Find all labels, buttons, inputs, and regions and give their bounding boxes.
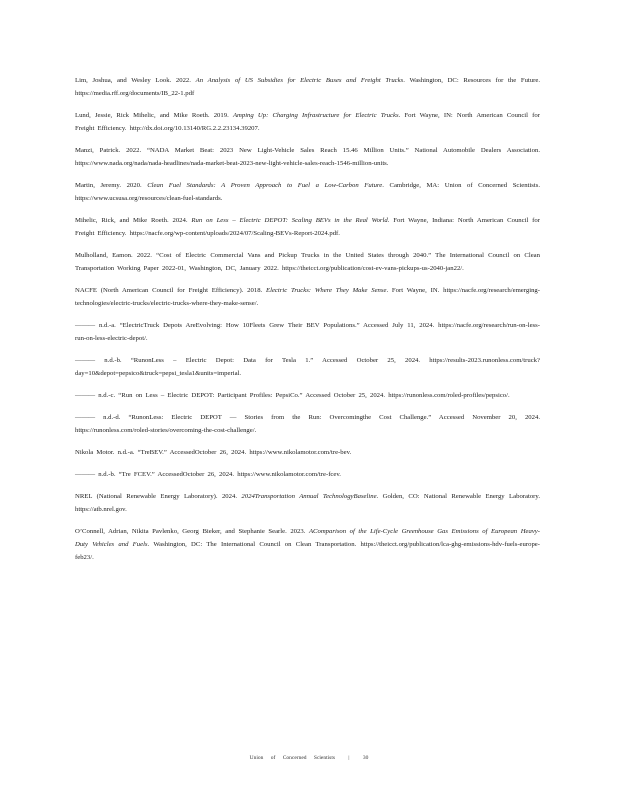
reference-entry: Lim, Joshua, and Wesley Look. 2022. An Analysis of US Subsidies for Electric Buses and Freight Trucks. Washington, DC: Resources for the Future. https://media.rff.org/documents/IB_22-1.pdf [75,77,540,97]
reference-entry: Lund, Jessie, Rick Mihelic, and Mike Roeth. 2019. Amping Up: Charging Infrastructure for Electric Trucks. Fort Wayne, IN: North American Council for Freight Efficiency. http://dx.doi.org/10.13140/RG.2.2.23134.39207. [75,112,540,132]
reference-list [75,74,540,573]
reference-entry: Nikola Motor. n.d.-a. “TreBEV.” AccessedOctober 26, 2024. https://www.nikolamotor.com/tre-bev. [75,449,352,456]
reference-entry: ——— n.d.-d. “RunonLess: Electric DEPOT — Stories from the Run: Overcomingthe Cost Challenge.” Accessed November 20, 2024. https://runonless.com/roled-stories/overcoming-the-cost-challenge/. [75,414,540,434]
reference-entry: ——— n.d.-c. “Run on Less – Electric DEPOT: Participant Profiles: PepsiCo.” Accessed October 25, 2024. https://runonless.com/roled-profiles/pepsico/. [75,392,510,399]
reference-entry: Manzi, Patrick. 2022. “NADA Market Beat: 2023 New Light-Vehicle Sales Reach 15.46 Million Units.” National Automobile Dealers Association. https://www.nada.org/nada/nada-headlines/nada-market-beat-2023-new-light-vehicle-sales-reach-1546-million-units. [75,147,540,167]
reference-entry: NREL (National Renewable Energy Laboratory). 2024. 2024Transportation Annual TechnologyBaseline. Golden, CO: National Renewable Energy Laboratory. https://atb.nrel.gov. [75,493,540,513]
reference-entry: ——— n.d.-b. “RunonLess – Electric Depot: Data for Tesla 1.” Accessed October 25, 2024. https://results-2023.runonless.com/truck?day=10&depot=pepsico&truck=pepsi_tesla1&units=imperial. [75,357,540,377]
reference-entry: Mulholland, Eamon. 2022. “Cost of Electric Commercial Vans and Pickup Trucks in the United States through 2040.” The International Council on Clean Transportation Working Paper 2022-01, Washington, DC, January 2022. https://theicct.org/publication/cost-ev-vans-pickups-us-2040-jan22/. [75,252,540,272]
reference-entry: Martin, Jeremy. 2020. Clean Fuel Standards: A Proven Approach to Fuel a Low-Carbon Future. Cambridge, MA: Union of Concerned Scientists. https://www.ucsusa.org/resources/clean-fuel-standards. [75,182,541,202]
reference-entry: Mihelic, Rick, and Mike Roeth. 2024. Run on Less – Electric DEPOT: Scaling BEVs in the Real World. Fort Wayne, Indiana: North American Council for Freight Efficiency. https://nacfe.org/wp-content/uploads/2024/07/Scaling-BEVs-Report-2024.pdf. [75,217,540,237]
footer-organization: Union of Concerned Scientists [249,755,335,761]
reference-entry: O’Connell, Adrian, Nikita Pavlenko, Georg Bieker, and Stephanie Searle. 2023. AComparison of the Life-Cycle Greenhouse Gas Emissions of European Heavy-Duty Vehicles and Fuels. Washington, DC: The International Council on Clean Transportation. https://theicct.org/publication/lca-ghg-emissions-hdv-fuels-europe-feb23/. [75,528,540,561]
reference-entry: NACFE (North American Council for Freight Efficiency). 2018. Electric Trucks: Where They Make Sense. Fort Wayne, IN. https://nacfe.org/research/emerging-technologies/electric-trucks/electric-trucks-where-they-make-sense/. [75,287,540,307]
reference-entry: ——— n.d.-a. “ElectricTruck Depots AreEvolving: How 10Fleets Grew Their BEV Populations.” Accessed July 11, 2024. https://nacfe.org/research/run-on-less-run-on-less-electric-depot/. [75,322,540,342]
reference-entry: ——— n.d.-b. “Tre FCEV.” AccessedOctober 26, 2024. https://www.nikolamotor.com/tre-fcev. [75,471,341,478]
page-footer [0,755,618,761]
footer-separator: | [348,755,350,761]
page-number: 30 [362,755,369,761]
